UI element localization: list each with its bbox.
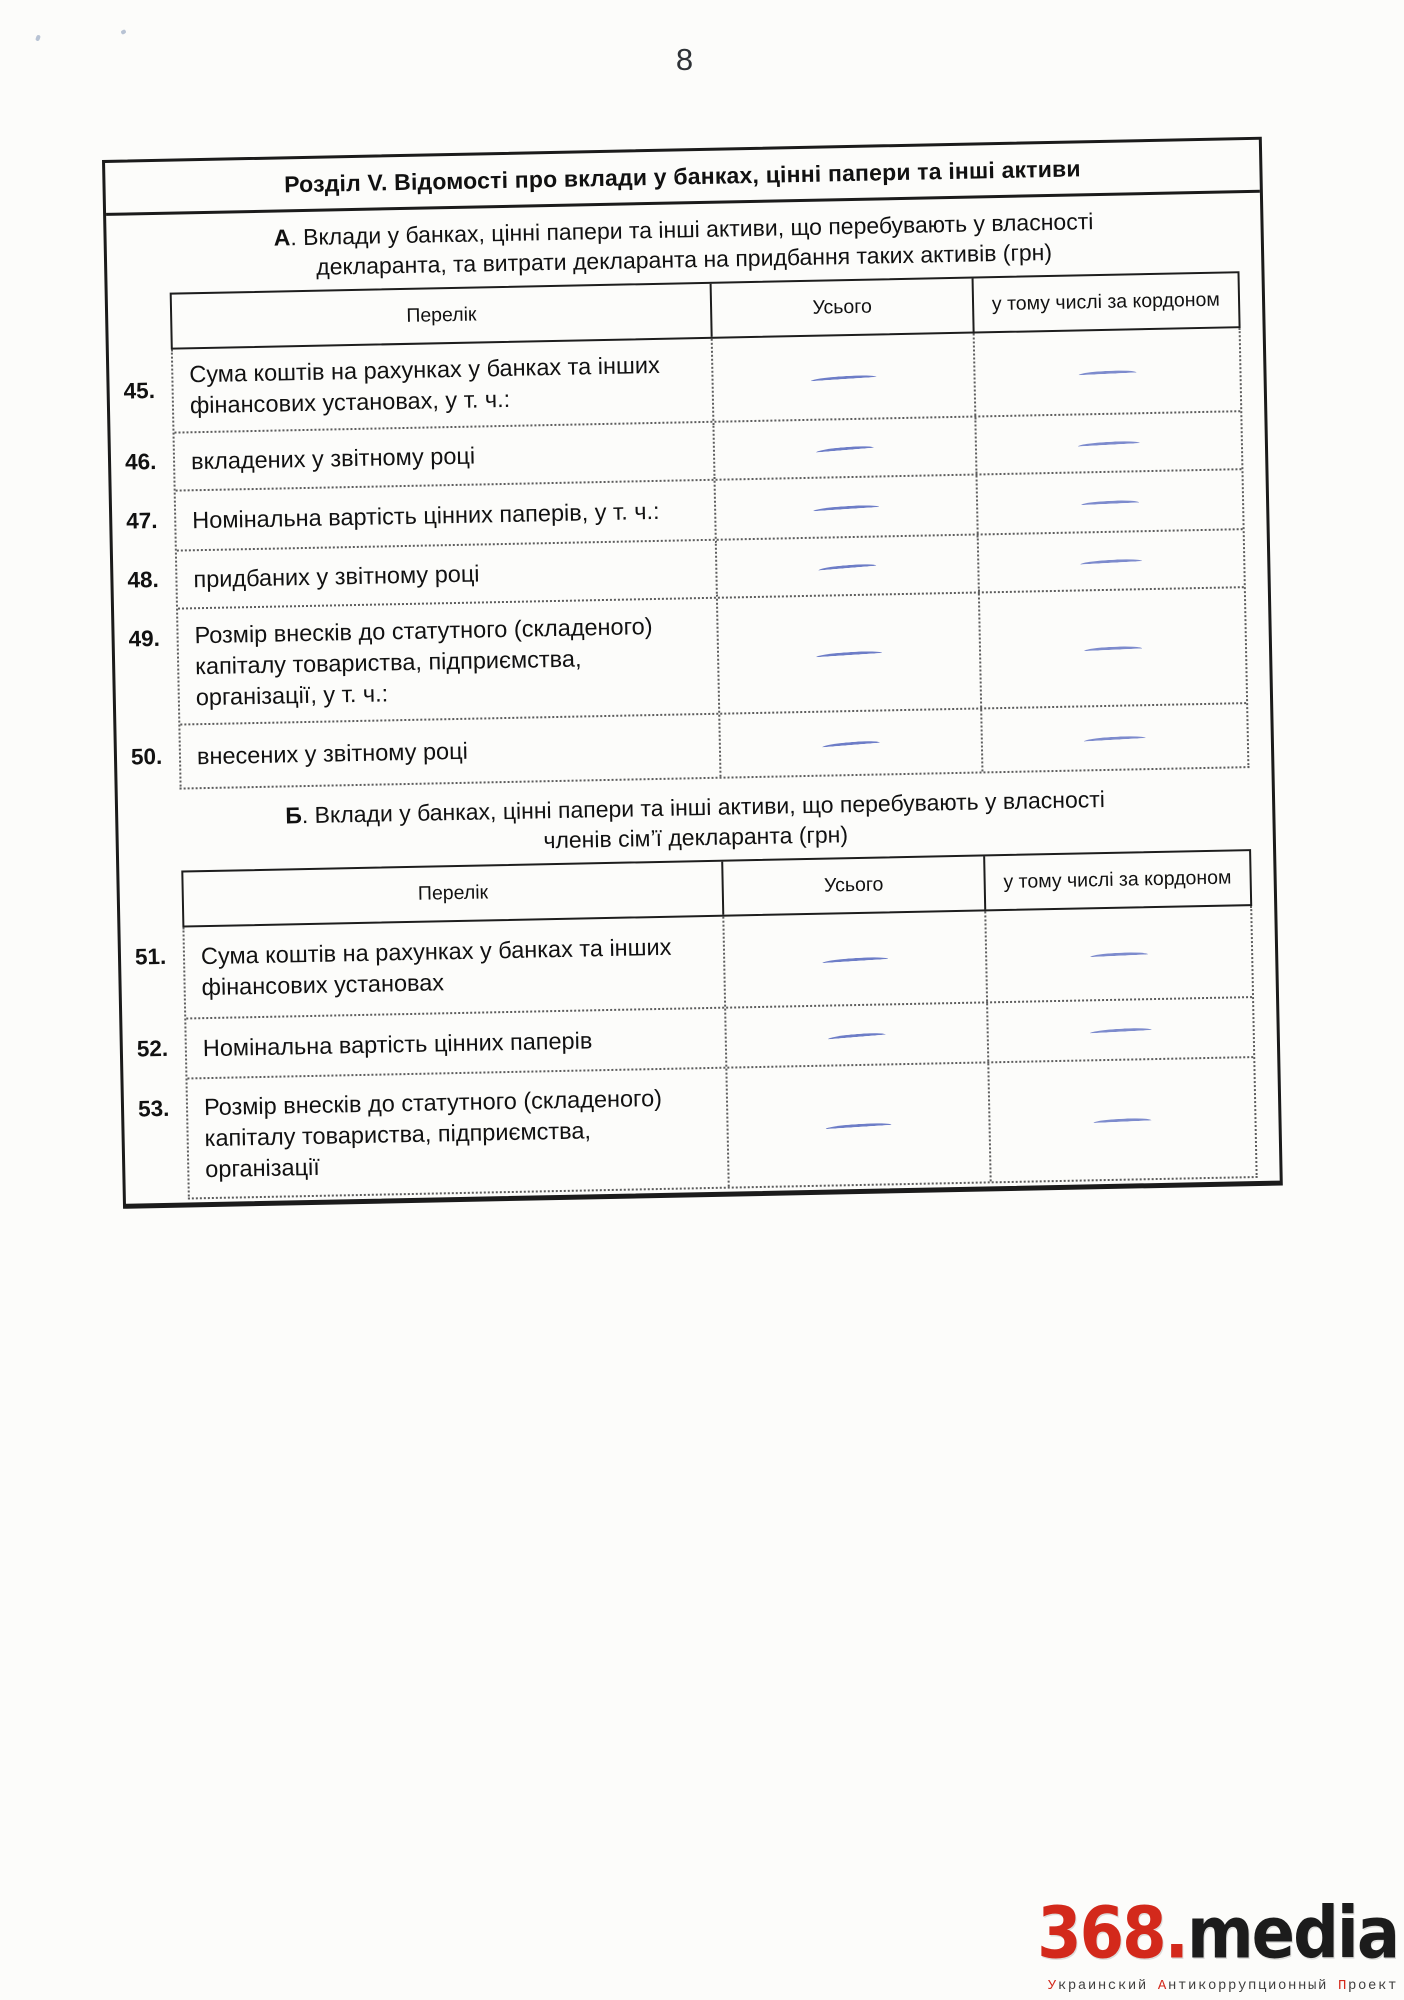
column-header-total: Усього xyxy=(712,279,974,337)
row-label: Номінальна вартість цінних паперів xyxy=(202,1026,593,1061)
total-value-cell xyxy=(728,1063,991,1186)
handwritten-dash xyxy=(816,444,874,452)
watermark-subtitle xyxy=(1037,1978,1398,1994)
column-header-list: Перелік xyxy=(172,284,713,348)
table-a-body xyxy=(123,328,1250,789)
table-b xyxy=(134,849,1257,1199)
handwritten-dash xyxy=(1090,951,1148,957)
row-label: Номінальна вартість цінних паперів, у т. ч.: xyxy=(191,497,660,533)
subsection-b-line2: членів сім’ї декларанта (грн) xyxy=(543,821,849,854)
row-number: 49. xyxy=(128,625,161,652)
column-header-total: Усього xyxy=(724,856,986,914)
row-number: 50. xyxy=(130,743,163,770)
table-row xyxy=(128,588,1246,725)
handwritten-dash xyxy=(1081,499,1139,505)
handwritten-dash xyxy=(822,739,880,747)
row-label-cell xyxy=(180,715,722,788)
abroad-value-cell xyxy=(989,1058,1256,1181)
row-label-cell xyxy=(178,599,721,724)
row-label: Розмір внесків до статутного (складеного) капіталу товариства, підприємства, організації, у т. ч.: xyxy=(194,612,653,710)
row-label: внесених у звітному році xyxy=(196,737,469,769)
abroad-value-cell xyxy=(974,328,1240,415)
section-v-title: Розділ V. Відомості про вклади у банках, цінні папери та інші активи xyxy=(105,140,1260,216)
total-value-cell xyxy=(725,911,988,1006)
watermark-subtitle-text: роект xyxy=(1347,1978,1398,1994)
row-number: 45. xyxy=(123,377,156,404)
watermark-subtitle-initial: У xyxy=(1047,1978,1058,1994)
watermark-logo-red: 368. xyxy=(1037,1892,1187,1976)
abroad-value-cell xyxy=(976,412,1241,473)
row-label: Розмір внесків до статутного (складеного) капіталу товариства, підприємства, організації xyxy=(203,1084,663,1182)
watermark-368media xyxy=(1037,1892,1398,1994)
table-a xyxy=(123,271,1250,789)
row-number: 52. xyxy=(136,1035,169,1062)
watermark-subtitle-text: краинский xyxy=(1057,1978,1158,1994)
abroad-value-cell xyxy=(988,998,1253,1061)
handwritten-dash xyxy=(1084,735,1146,741)
row-label-cell xyxy=(176,481,718,550)
handwritten-dash xyxy=(822,955,888,962)
abroad-value-cell xyxy=(986,906,1252,1001)
handwritten-dash xyxy=(811,374,877,381)
watermark-subtitle-text: нтикоррупционный xyxy=(1167,1978,1338,1994)
watermark-subtitle-initial: А xyxy=(1157,1978,1168,1994)
handwritten-dash xyxy=(828,1031,886,1039)
row-label-cell xyxy=(173,339,715,432)
subsection-a-line2: декларанта, та витрати декларанта на придбання таких активів (грн) xyxy=(315,238,1053,280)
abroad-value-cell xyxy=(977,470,1242,533)
total-value-cell xyxy=(715,418,977,479)
total-value-cell xyxy=(713,334,976,421)
handwritten-dash xyxy=(1080,558,1142,564)
row-label: придбаних у звітному році xyxy=(193,560,480,592)
page-number: 8 xyxy=(675,42,695,77)
total-value-cell xyxy=(721,709,983,776)
handwritten-dash xyxy=(826,1121,892,1128)
column-header-list: Перелік xyxy=(183,862,724,926)
row-label-cell xyxy=(177,541,718,608)
total-value-cell xyxy=(716,476,978,539)
handwritten-dash xyxy=(1093,1117,1151,1123)
row-number: 51. xyxy=(134,943,167,970)
handwritten-dash xyxy=(813,504,879,511)
column-header-abroad: у тому числі за кордоном xyxy=(991,288,1220,316)
row-number: 48. xyxy=(127,566,159,593)
row-label-cell xyxy=(187,1069,730,1198)
handwritten-dash xyxy=(1084,645,1142,651)
row-number: 53. xyxy=(137,1095,170,1122)
ink-speck xyxy=(120,29,126,35)
subsection-a-letter: А xyxy=(273,224,291,251)
row-label-cell xyxy=(175,423,716,490)
row-label-cell xyxy=(186,1009,728,1078)
table-b-body xyxy=(134,906,1257,1199)
column-header-abroad: у тому числі за кордоном xyxy=(1003,866,1232,894)
row-label-cell xyxy=(184,917,726,1018)
subsection-a-line1: . Вклади у банках, цінні папери та інші активи, що перебувають у власності xyxy=(290,208,1094,251)
row-number: 47. xyxy=(126,507,158,534)
subsection-b-line1: . Вклади у банках, цінні папери та інші активи, що перебувають у власності xyxy=(301,786,1106,829)
handwritten-dash xyxy=(1078,440,1140,446)
abroad-value-cell xyxy=(979,588,1246,707)
table-row xyxy=(137,1058,1255,1197)
abroad-value-cell xyxy=(978,530,1243,591)
ink-speck xyxy=(35,34,41,41)
watermark-logo xyxy=(1037,1892,1398,1976)
row-label: вкладених у звітному році xyxy=(190,442,476,474)
row-label: Сума коштів на рахунках у банках та інших фінансових установах, у т. ч.: xyxy=(189,351,660,419)
row-label: Сума коштів на рахунках у банках та інших фінансових установах xyxy=(200,933,672,1001)
subsection-b-letter: Б xyxy=(285,802,303,829)
watermark-subtitle-initial: П xyxy=(1337,1978,1348,1994)
total-value-cell xyxy=(717,535,979,596)
handwritten-dash xyxy=(816,650,882,657)
handwritten-dash xyxy=(1089,1027,1151,1033)
total-value-cell xyxy=(718,593,981,712)
abroad-value-cell xyxy=(982,704,1248,771)
handwritten-dash xyxy=(1078,369,1136,375)
declaration-form xyxy=(102,137,1283,1209)
total-value-cell xyxy=(727,1003,989,1066)
watermark-logo-black: media xyxy=(1186,1892,1398,1976)
row-number: 46. xyxy=(124,448,157,475)
handwritten-dash xyxy=(818,562,876,570)
